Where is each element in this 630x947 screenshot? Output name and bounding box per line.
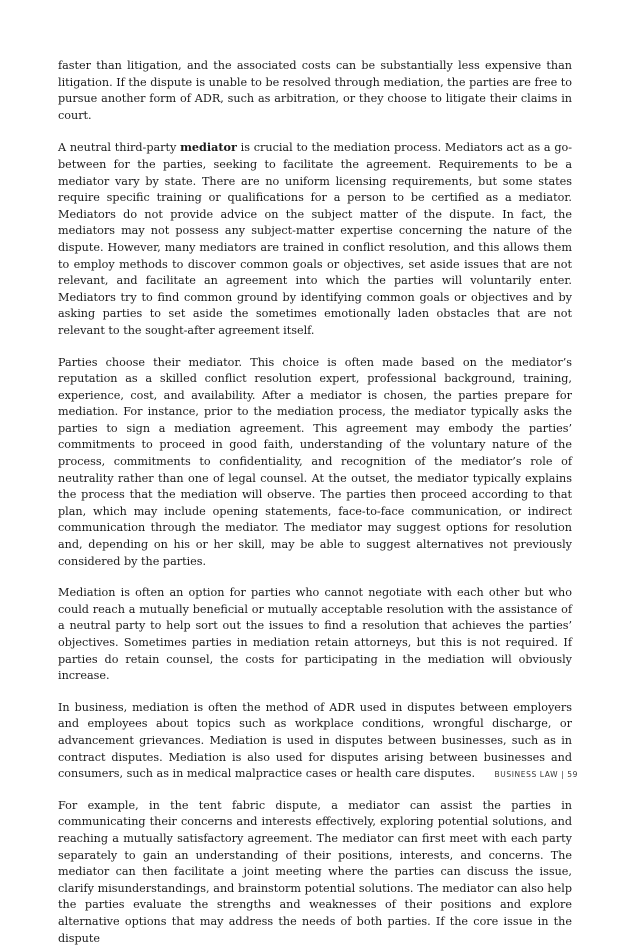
term-mediator: mediator	[180, 140, 237, 155]
page-footer	[495, 770, 578, 779]
paragraph-2	[58, 139, 572, 339]
paragraph-2-intro: A neutral third-party	[58, 141, 181, 155]
paragraph-2-body: is crucial to the mediation process. Mediators act as a go-between for the parties, seeking to facilitate the agreement. Requirements to be a mediator vary by state. There are no uniform licensing requirements, but some states require specific training or qualifications for a person to be certified as a mediator. Mediators do not provide advice on the subject matter of the dispute. In fact, the mediators may not possess any subject-matter expertise concerning the nature of the dispute. However, many mediators are trained in conflict resolution, and this allows them to employ methods to discover common goals or objectives, set aside issues that are not relevant, and facilitate an agreement into which the parties will voluntarily enter. Mediators try to find common ground by identifying common goals or objectives and by asking parties to set aside the sometimes emotionally laden obstacles that are not relevant to the sought-after agreement itself.	[58, 141, 572, 337]
body-text	[58, 58, 572, 947]
paragraph-4: Mediation is often an option for parties who cannot negotiate with each other but who could reach a mutually beneficial or mutually acceptable resolution with the assistance of a neutral party to help sort out the issues to find a resolution that achieves the parties’ objectives. Sometimes parties in mediation retain attorneys, but this is not required. If parties do retain counsel, the costs for participating in the mediation will obviously increase.	[58, 586, 572, 683]
paragraph-6: For example, in the tent fabric dispute, a mediator can assist the parties in communicating their concerns and interests effectively, exploring potential solutions, and reaching a mutually satisfactory agreement. The mediator can first meet with each party separately to gain an understanding of their positions, interests, and concerns. The mediator can then facilitate a joint meeting where the parties can discuss the issue, clarify misunderstandings, and brainstorm potential solutions. The mediator can also help the parties evaluate the strengths and weaknesses of their positions and explore alternative options that may address the needs of both parties. If the core issue in the dispute	[58, 798, 572, 945]
paragraph-1: faster than litigation, and the associated costs can be substantially less expensive than litigation. If the dispute is unable to be resolved through mediation, the parties are free to pursue another form of ADR, such as arbitration, or they choose to litigate their claims in court.	[58, 59, 572, 122]
footer-book-title: BUSINESS LAW	[494, 770, 559, 779]
page-number: 59	[567, 770, 578, 779]
paragraph-3: Parties choose their mediator. This choice is often made based on the mediator’s reputation as a skilled conflict resolution expert, professional background, training, experience, cost, and availability. After a mediator is chosen, the parties prepare for mediation. For instance, prior to the mediation process, the mediator typically asks the parties to sign a mediation agreement. This agreement may embody the parties’ commitments to proceed in good faith, understanding of the voluntary nature of the process, commitments to confidentiality, and recognition of the mediator’s role of neutrality rather than one of legal counsel. At the outset, the mediator typically explains the process that the mediation will observe. The parties then proceed according to that plan, which may include opening statements, face-to-face communication, or indirect communication through the mediator. The mediator may suggest options for resolution and, depending on his or her skill, may be able to suggest alternatives not previously considered by the parties.	[58, 355, 572, 568]
footer-separator: |	[561, 770, 565, 779]
paragraph-5: In business, mediation is often the method of ADR used in disputes between employers and employees about topics such as workplace conditions, wrongful discharge, or advancement grievances. Mediation is used in disputes between businesses, such as in contract disputes. Mediation is also used for disputes arising between businesses and consumers, such as in medical malpractice cases or health care disputes.	[58, 700, 572, 781]
